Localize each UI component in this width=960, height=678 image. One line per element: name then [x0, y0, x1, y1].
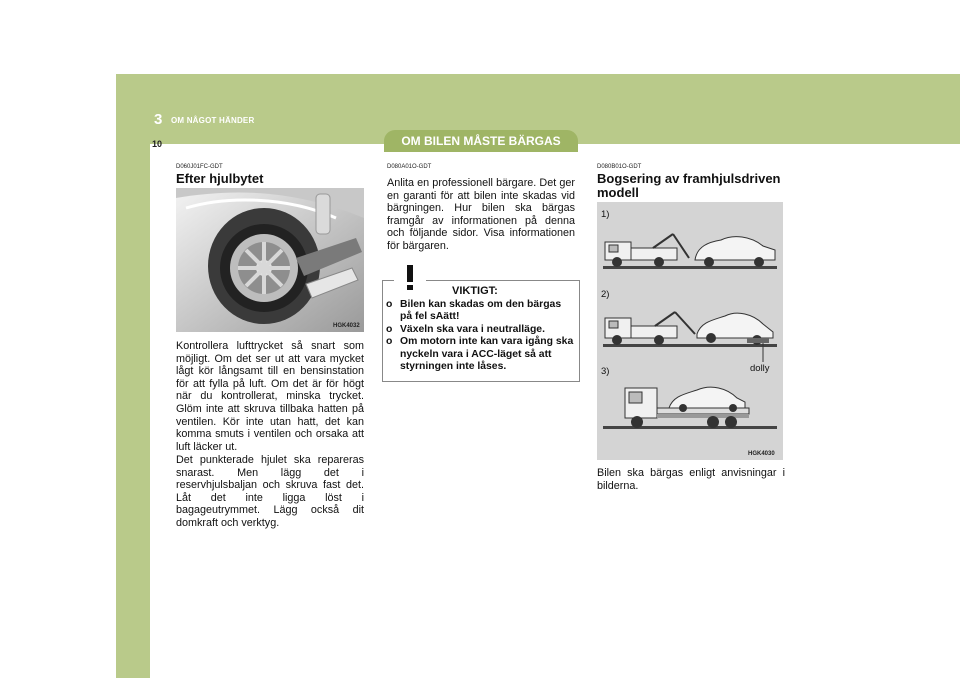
left-image-code: HGK4032 — [333, 323, 360, 329]
warning-exclamation-icon — [394, 262, 426, 292]
middle-section-code: D080A01O-GDT — [387, 164, 432, 170]
towing-illustration — [597, 202, 783, 460]
tow-label-3: 3) — [601, 366, 610, 377]
warning-list — [386, 299, 576, 373]
warning-item-text: Växeln ska vara i neutralläge. — [400, 323, 545, 335]
left-paragraph-2: Det punkterade hjulet ska repareras snarast. Men lägg det i reservhjulsbaljan och skruva fast det. Låt det inte ligga löst i bagageutrymmet. Lägg också dit domkraft och verktyg. — [176, 454, 364, 529]
page-number: 10 — [152, 139, 163, 149]
towing-diagram — [597, 202, 783, 460]
tow-scene-2 — [603, 312, 777, 362]
section-tab-label: OM BILEN MÅSTE BÄRGAS — [401, 134, 561, 148]
margin-band — [116, 74, 150, 678]
warning-item — [386, 324, 576, 336]
right-image-code: HGK4030 — [748, 451, 775, 457]
dolly-label: dolly — [750, 363, 770, 374]
tow-scene-1 — [603, 234, 777, 269]
chapter-number: 3 — [154, 111, 163, 128]
chapter-title: OM NÅGOT HÄNDER — [171, 116, 255, 125]
right-section-code: D080B01O-GDT — [597, 164, 642, 170]
warning-item — [386, 299, 576, 324]
warning-item-text: Bilen kan skadas om den bärgas på fel sAätt! — [400, 299, 562, 323]
warning-title: VIKTIGT: — [452, 285, 498, 297]
tire-change-photo — [176, 188, 364, 332]
left-paragraph: Kontrollera lufttrycket så snart som möjligt. Om det ser ut att vara mycket lågt kör långsamt till en bensinstation för att fylla på luft. Om det är för högt när du kontrollerat, minska trycket. Glöm inte att skruva tillbaka hatten på ventilen. Kör inte utan hatt, det kan komma smuts i ventilen och orsaka att luft läcker ut. — [176, 340, 364, 453]
warning-bullet: o — [386, 336, 393, 348]
right-heading: Bogsering av framhjulsdriven modell — [597, 171, 781, 200]
tow-label-2: 2) — [601, 289, 610, 300]
warning-bullet: o — [386, 323, 393, 335]
warning-item — [386, 336, 576, 373]
middle-paragraph: Anlita en professionell bärgare. Det ger en garanti för att bilen inte skadas vid bärgningen. Hur bilen ska bärgas framgår av informationen på denna och följande sidor. Visa informationen för bärgaren. — [387, 177, 575, 252]
tire-photo-illustration — [176, 188, 364, 332]
tow-scene-3 — [603, 387, 777, 429]
tow-label-1: 1) — [601, 209, 610, 220]
left-heading: Efter hjulbytet — [176, 171, 264, 186]
warning-item-text: Om motorn inte kan vara igång ska nyckeln vara i ACC-läget så att styrningen inte låses. — [400, 336, 574, 373]
warning-bullet: o — [386, 299, 393, 310]
section-tab — [384, 130, 578, 152]
right-paragraph: Bilen ska bärgas enligt anvisningar i bilderna. — [597, 467, 785, 492]
left-section-code: D060J01FC-GDT — [176, 164, 223, 170]
